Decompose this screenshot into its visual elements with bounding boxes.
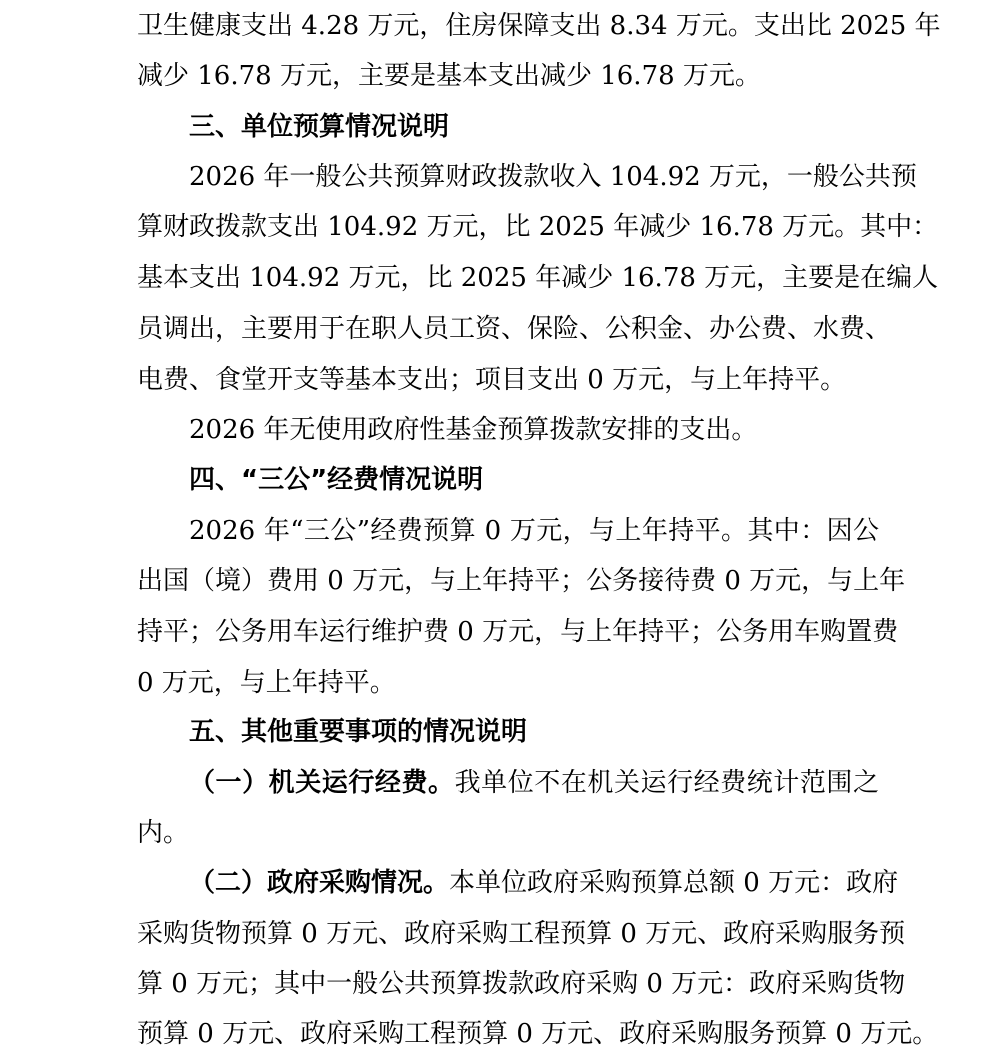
- paragraph-line: [189, 863, 899, 903]
- subsection-label: （二）政府采购情况。: [189, 868, 450, 898]
- subsection-label: （一）机关运行经费。: [189, 768, 455, 798]
- paragraph-line: [189, 763, 879, 803]
- subsection-text: 我单位不在机关运行经费统计范围之: [454, 768, 879, 798]
- paragraph-line: 2026 年无使用政府性基金预算拨款安排的支出。: [189, 415, 758, 445]
- section-heading-4: 四、“三公”经费情况说明: [189, 465, 484, 495]
- paragraph-line: 0 万元，与上年持平。: [137, 668, 396, 698]
- paragraph-line: 持平；公务用车运行维护费 0 万元，与上年持平；公务用车购置费: [137, 617, 899, 647]
- section-heading-3: 三、单位预算情况说明: [189, 112, 450, 142]
- subsection-text: 本单位政府采购预算总额 0 万元：政府: [449, 868, 899, 898]
- paragraph-line: 算 0 万元；其中一般公共预算拨款政府采购 0 万元：政府采购货物: [137, 969, 906, 999]
- paragraph-line: 采购货物预算 0 万元、政府采购工程预算 0 万元、政府采购服务预: [137, 919, 906, 949]
- paragraph-line: 出国（境）费用 0 万元，与上年持平；公务接待费 0 万元，与上年: [137, 566, 906, 596]
- section-heading-5: 五、其他重要事项的情况说明: [189, 717, 528, 747]
- paragraph-line: 电费、食堂开支等基本支出；项目支出 0 万元，与上年持平。: [137, 365, 847, 395]
- paragraph-line: 减少 16.78 万元，主要是基本支出减少 16.78 万元。: [137, 61, 761, 91]
- paragraph-line: 算财政拨款支出 104.92 万元，比 2025 年减少 16.78 万元。其中：: [137, 212, 939, 242]
- paragraph-line: 基本支出 104.92 万元，比 2025 年减少 16.78 万元，主要是在编人: [137, 263, 939, 293]
- paragraph-line: 员调出，主要用于在职人员工资、保险、公积金、办公费、水费、: [137, 314, 892, 344]
- paragraph-line: 2026 年“三公”经费预算 0 万元，与上年持平。其中：因公: [189, 516, 879, 546]
- paragraph-line: 2026 年一般公共预算财政拨款收入 104.92 万元，一般公共预: [189, 162, 917, 192]
- paragraph-line: 预算 0 万元、政府采购工程预算 0 万元、政府采购服务预算 0 万元。: [137, 1019, 939, 1049]
- paragraph-line: 卫生健康支出 4.28 万元，住房保障支出 8.34 万元。支出比 2025 年: [137, 11, 941, 41]
- paragraph-line: 内。: [137, 818, 190, 848]
